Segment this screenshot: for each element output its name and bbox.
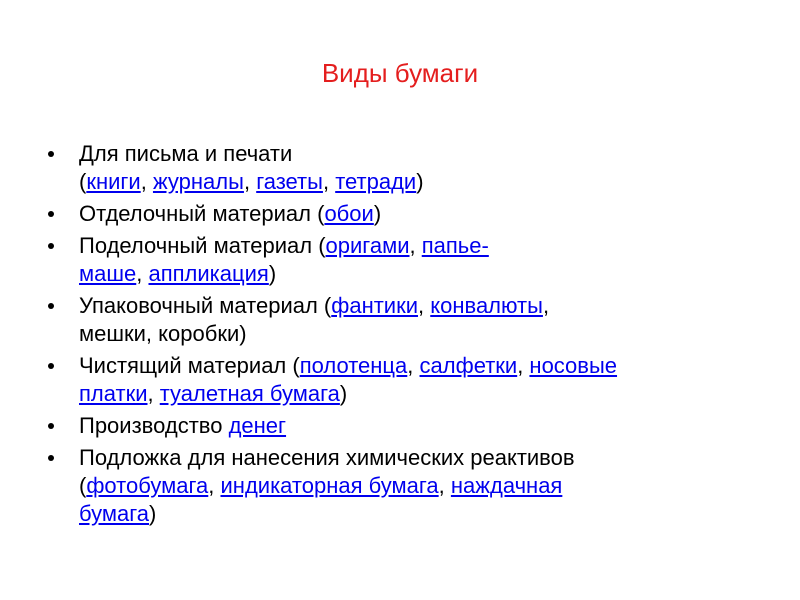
bullet-text: , xyxy=(208,473,221,498)
hyperlink[interactable]: книги xyxy=(86,169,141,194)
bullet-item xyxy=(48,232,768,288)
hyperlink[interactable]: полотенца xyxy=(299,353,408,378)
hyperlink[interactable]: газеты xyxy=(256,169,323,194)
bullet-dot-icon xyxy=(48,211,54,217)
bullet-text: ) xyxy=(149,501,157,526)
bullet-dot-icon xyxy=(48,303,54,309)
hyperlink[interactable]: носовые xyxy=(529,353,618,378)
hyperlink[interactable]: наждачная xyxy=(450,473,563,498)
bullet-text: , xyxy=(517,353,530,378)
bullet-text: , xyxy=(409,233,422,258)
bullet-item xyxy=(48,140,768,196)
bullet-text: Чистящий материал ( xyxy=(79,353,300,378)
hyperlink[interactable]: туалетная бумага xyxy=(159,381,340,406)
hyperlink[interactable]: индикаторная бумага xyxy=(220,473,439,498)
bullet-text: ) xyxy=(373,201,382,226)
hyperlink[interactable]: тетради xyxy=(335,169,417,194)
bullet-text: ) xyxy=(339,381,348,406)
bullet-item xyxy=(48,352,768,408)
bullet-item xyxy=(48,200,768,228)
bullet-dot-icon xyxy=(48,243,54,249)
bullet-text: мешки, коробки) xyxy=(79,321,247,346)
bullet-text: Подложка для нанесения химических реактивов xyxy=(79,445,575,470)
hyperlink[interactable]: платки xyxy=(79,381,148,406)
bullet-text: , xyxy=(542,293,550,318)
hyperlink[interactable]: фантики xyxy=(331,293,419,318)
bullet-dot-icon xyxy=(48,423,54,429)
bullet-dot-icon xyxy=(48,151,54,157)
bullet-text: Упаковочный материал ( xyxy=(79,293,332,318)
hyperlink[interactable]: аппликация xyxy=(148,261,269,286)
bullet-item xyxy=(48,412,768,440)
bullet-dot-icon xyxy=(48,363,54,369)
bullet-text: , xyxy=(140,169,153,194)
bullet-text: ) xyxy=(268,261,277,286)
bullet-text: ( xyxy=(79,169,87,194)
hyperlink[interactable]: обои xyxy=(324,201,374,226)
hyperlink[interactable]: оригами xyxy=(325,233,410,258)
bullet-dot-icon xyxy=(48,455,54,461)
hyperlink[interactable]: папье- xyxy=(421,233,489,258)
bullet-text: , xyxy=(407,353,420,378)
bullet-text: , xyxy=(322,169,336,194)
bullet-item xyxy=(48,444,768,528)
bullet-text: , xyxy=(418,293,431,318)
hyperlink[interactable]: фотобумага xyxy=(86,473,209,498)
hyperlink[interactable]: маше xyxy=(79,261,137,286)
hyperlink[interactable]: журналы xyxy=(152,169,244,194)
bullet-text: , xyxy=(438,473,451,498)
bullet-text: Поделочный материал ( xyxy=(79,233,326,258)
bullet-text: , xyxy=(243,169,257,194)
bullet-list xyxy=(48,140,768,532)
bullet-text: Производство xyxy=(79,413,229,438)
bullet-text: ( xyxy=(79,473,87,498)
bullet-text: , xyxy=(147,381,160,406)
hyperlink[interactable]: салфетки xyxy=(419,353,518,378)
hyperlink[interactable]: денег xyxy=(228,413,287,438)
slide-title: Виды бумаги xyxy=(321,58,479,88)
bullet-item xyxy=(48,292,768,348)
hyperlink[interactable]: бумага xyxy=(79,501,150,526)
bullet-text: Отделочный материал ( xyxy=(79,201,325,226)
bullet-text: ) xyxy=(416,169,424,194)
bullet-text: , xyxy=(136,261,149,286)
hyperlink[interactable]: конвалюты xyxy=(430,293,543,318)
bullet-text: Для письма и печати xyxy=(79,141,293,166)
